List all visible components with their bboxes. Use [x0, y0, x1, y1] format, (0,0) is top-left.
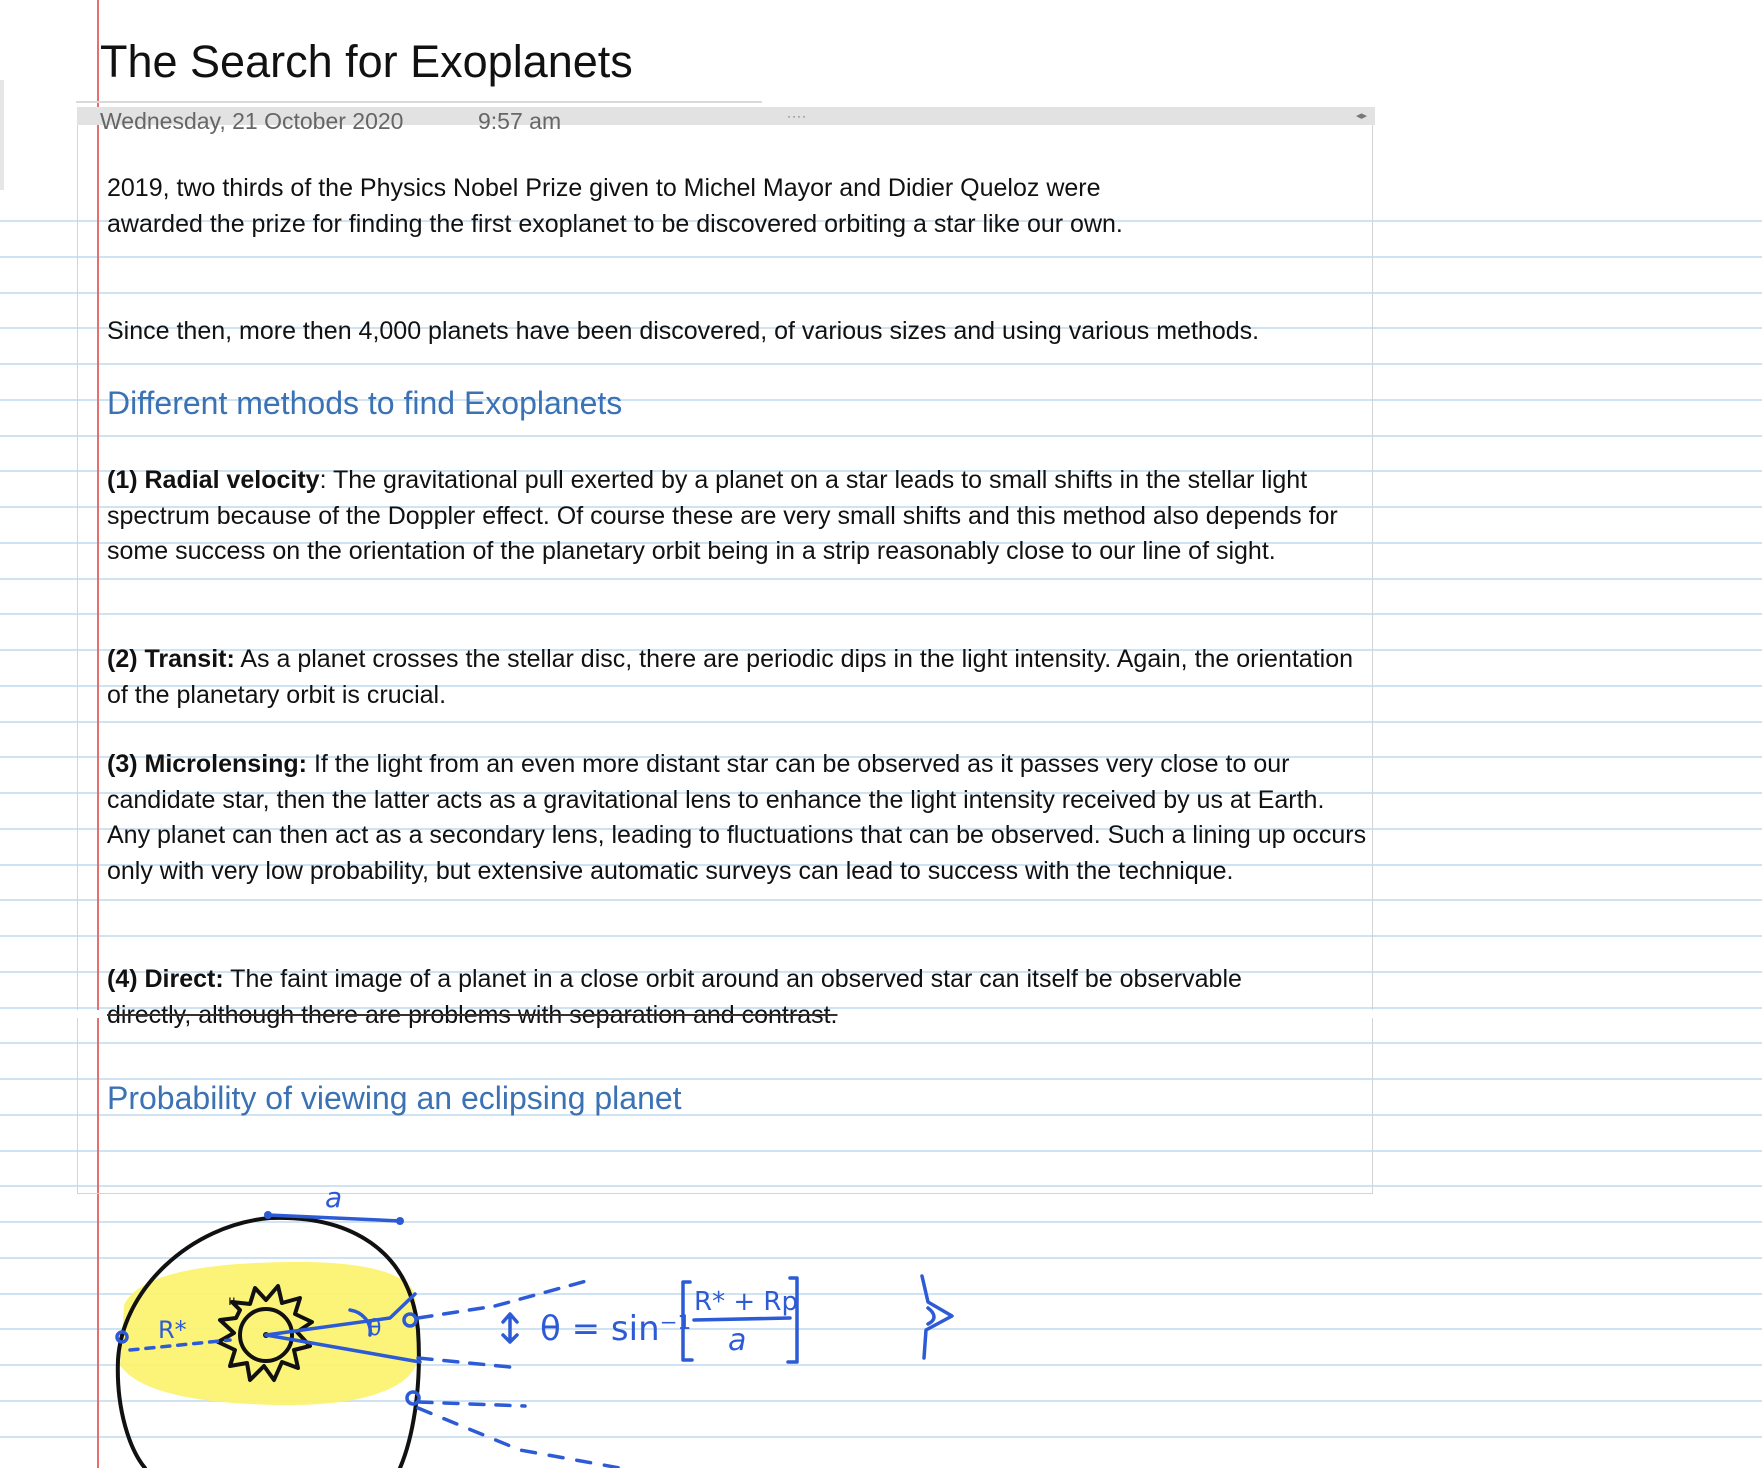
intro-paragraph-2[interactable]: Since then, more then 4,000 planets have been discovered, of various sizes and using various methods. [107, 317, 1260, 345]
formula-numerator: R* + Rp [694, 1287, 798, 1317]
heading-methods[interactable]: Different methods to find Exoplanets [107, 385, 623, 421]
page-left-strip [0, 80, 4, 190]
page-title[interactable]: The Search for Exoplanets [100, 36, 633, 87]
method-label: (2) Transit: [107, 645, 235, 673]
formula-denominator: a [728, 1323, 747, 1358]
formula-lhs: θ = sin⁻¹ [540, 1309, 692, 1349]
method-label: (1) Radial velocity [107, 466, 320, 494]
sight-line-mid [418, 1358, 520, 1368]
star-small-marks: ıı [228, 1292, 236, 1308]
sight-line-bottom [418, 1408, 620, 1468]
method-transit[interactable] [107, 642, 1372, 713]
sight-line-lower [418, 1402, 525, 1406]
drag-handle-icon[interactable]: ···· [787, 109, 807, 123]
intro-paragraph[interactable]: 2019, two thirds of the Physics Nobel Prize given to Michel Mayor and Didier Queloz were awarded the prize for finding the first exoplanet to be discovered orbiting a star like our own. [107, 174, 1123, 238]
method-text: If the light from an even more distant star can be observed as it passes very close to our candidate star, then the latter acts as a gravitational lens to enhance the light intensity received by us at Earth. Any planet can then act as a secondary lens, leading to fluctuations that can be observed. Such a lining up occurs only with very low probability, but extensive automatic surveys can lead to success with the technique. [107, 750, 1367, 886]
page-time: 9:57 am [478, 108, 562, 134]
method-label: (3) Microlensing: [107, 750, 308, 778]
method-text: : The gravitational pull exerted by a planet on a star leads to small shifts in the stellar light spectrum because of the Doppler effect. Of course these are very small shifts and this method also depends for some success on the orientation of the planetary orbit being in a strip reasonably close to our line of sight. [107, 466, 1338, 566]
double-arrow-icon [503, 1314, 517, 1342]
page-date: Wednesday, 21 October 2020 [100, 108, 404, 134]
method-label: (4) Direct: [107, 965, 224, 993]
theta-label: θ [368, 1316, 382, 1341]
method-radial-velocity[interactable] [107, 463, 1372, 570]
title-underline [76, 101, 762, 103]
eye-icon [922, 1276, 952, 1358]
heading-probability[interactable]: Probability of viewing an eclipsing planet [107, 1080, 682, 1116]
method-text-struck: directly, although there are problems with separation and contrast. [107, 1000, 838, 1029]
axis-end-dot [396, 1217, 404, 1225]
resize-arrows-icon[interactable]: ◂▸ [1355, 110, 1367, 122]
fraction-bar [694, 1318, 790, 1320]
label-a: a [325, 1190, 343, 1214]
method-text: As a planet crosses the stellar disc, there are periodic dips in the light intensity. Again, the orientation of the planetary orbit is crucial. [107, 645, 1354, 709]
label-rstar: R* [158, 1316, 187, 1344]
method-direct[interactable] [107, 962, 1372, 1033]
axis-end-dot [264, 1211, 272, 1219]
method-microlensing[interactable] [107, 747, 1372, 890]
ink-sketch-eclipse-diagram[interactable] [100, 1190, 1100, 1468]
method-text: The faint image of a planet in a close orbit around an observed star can itself be observable [223, 965, 1242, 993]
